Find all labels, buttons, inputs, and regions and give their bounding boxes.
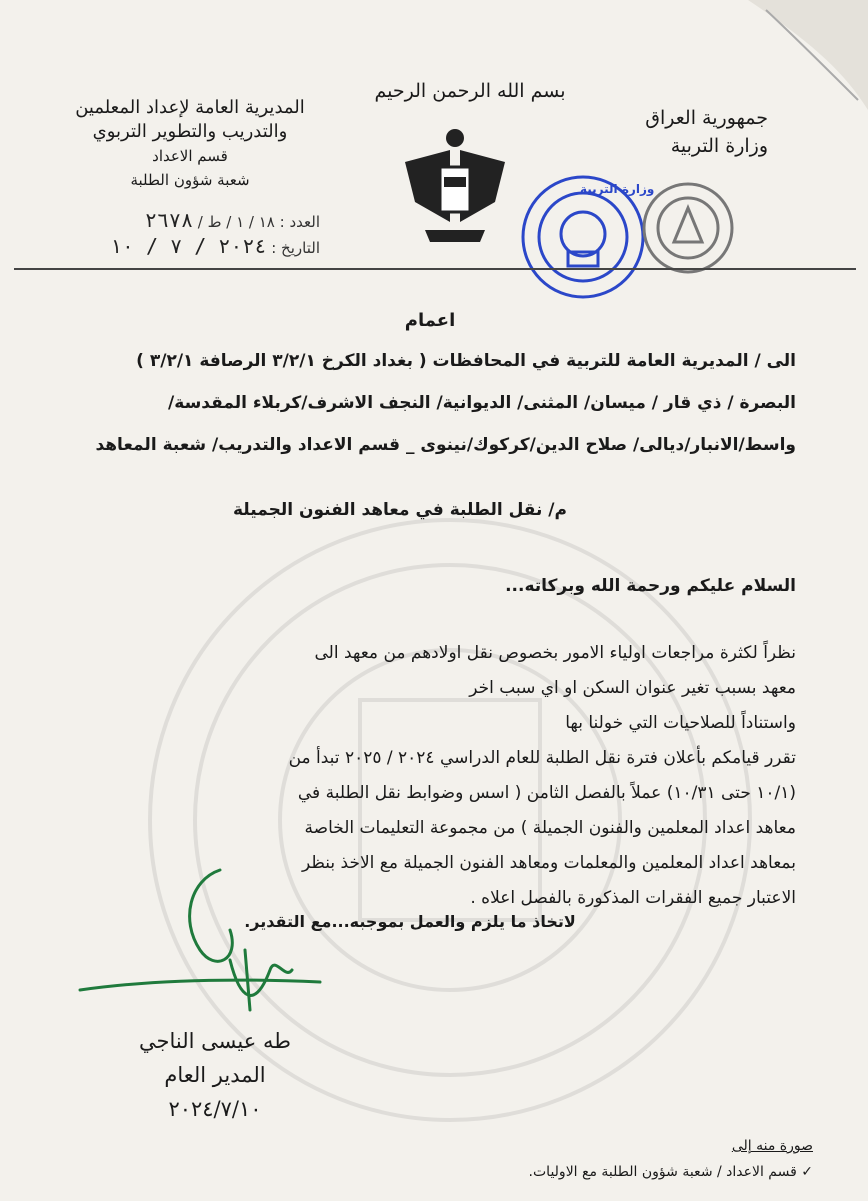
cc-item xyxy=(529,1164,813,1180)
paragraph-line: الاعتبار جميع الفقرات المذكورة بالفصل اعلاه . xyxy=(470,888,796,908)
issuer-right-block xyxy=(645,104,768,160)
ref-number-label: العدد : ١٨ / ١ / ط / xyxy=(197,213,320,231)
checkmark-icon: ✓ xyxy=(801,1164,813,1180)
issuer-directorate-2: والتدريب والتطوير التربوي xyxy=(92,121,288,142)
page-fold-icon xyxy=(748,0,868,110)
document-type: اعمام xyxy=(404,310,456,331)
date-value: ٢٠٢٤ / ٧ / ١٠ xyxy=(109,234,267,258)
greeting: السلام عليكم ورحمة الله وبركاته... xyxy=(505,576,796,596)
paragraph-line: (١٠/١ حتى ١٠/٣١) عملاً بالفصل الثامن ( اسس وضوابط نقل الطلبة في xyxy=(297,783,796,803)
ref-number-line xyxy=(60,208,320,232)
addressee-line-3: واسط/الانبار/ديالى/ صلاح الدين/كركوك/نينوى _ قسم الاعداد والتدريب/ شعبة المعاهد xyxy=(95,435,796,455)
date-label: التاريخ : xyxy=(271,239,320,257)
paragraph-line: تقرر قيامكم بأعلان فترة نقل الطلبة للعام الدراسي ٢٠٢٤ / ٢٠٢٥ تبدأ من xyxy=(288,748,796,768)
paragraph-line: بمعاهد اعداد المعلمين والمعلمات ومعاهد الفنون الجميلة مع الاخذ بنظر xyxy=(301,853,796,873)
ref-number-value: ٢٦٧٨ xyxy=(144,208,194,232)
iraq-emblem-icon xyxy=(400,122,510,252)
signature-block xyxy=(95,1024,335,1126)
paragraph-line: معاهد اعداد المعلمين والفنون الجميلة ) من مجموعة التعليمات الخاصة xyxy=(304,818,796,838)
issuer-department: قسم الاعداد xyxy=(152,147,228,165)
issuer-section: شعبة شؤون الطلبة xyxy=(130,171,250,189)
handwritten-signature-icon xyxy=(70,860,330,1020)
signatory-title: المدير العام xyxy=(164,1063,266,1087)
cc-title: صورة منه إلى xyxy=(731,1138,813,1154)
addressee-line-1: الى / المديرية العامة للتربية في المحافظات ( بغداد الكرخ ٣/٢/١ الرصافة ٣/٢/١ ) xyxy=(136,351,796,371)
date-line xyxy=(60,234,320,258)
cc-item-text: قسم الاعداد / شعبة شؤون الطلبة مع الاوليات. xyxy=(528,1164,797,1180)
paragraph-line: معهد بسبب تغير عنوان السكن او اي سبب اخر xyxy=(469,678,796,698)
stamp-text: وزارة التربية xyxy=(580,182,655,196)
header-divider xyxy=(14,268,856,270)
signature-date: ٢٠٢٤/٧/١٠ xyxy=(168,1097,262,1121)
issuer-country: جمهورية العراق xyxy=(645,107,768,129)
closing-line: لاتخاذ ما يلزم والعمل بموجبه...مع التقدير. xyxy=(244,912,576,931)
paragraph-line: واستناداً للصلاحيات التي خولنا بها xyxy=(565,713,796,733)
issuer-directorate: المديرية العامة لإعداد المعلمين xyxy=(75,97,305,118)
institution-seal-icon xyxy=(640,180,736,276)
issuer-left-block xyxy=(40,96,340,192)
paragraph-line: نظراً لكثرة مراجعات اولياء الامور بخصوص نقل اولادهم من معهد الى xyxy=(314,643,796,663)
subject-line: م/ نقل الطلبة في معاهد الفنون الجميلة xyxy=(233,500,567,520)
addressee-block xyxy=(66,340,796,466)
issuer-ministry: وزارة التربية xyxy=(670,135,768,157)
addressee-line-2: البصرة / ذي قار / ميسان/ المثنى/ الديوانية/ النجف الاشرف/كربلاء المقدسة/ xyxy=(168,393,796,413)
signatory-name: طه عيسى الناجي xyxy=(139,1029,291,1053)
basmala: بسم الله الرحمن الرحيم xyxy=(374,80,566,102)
